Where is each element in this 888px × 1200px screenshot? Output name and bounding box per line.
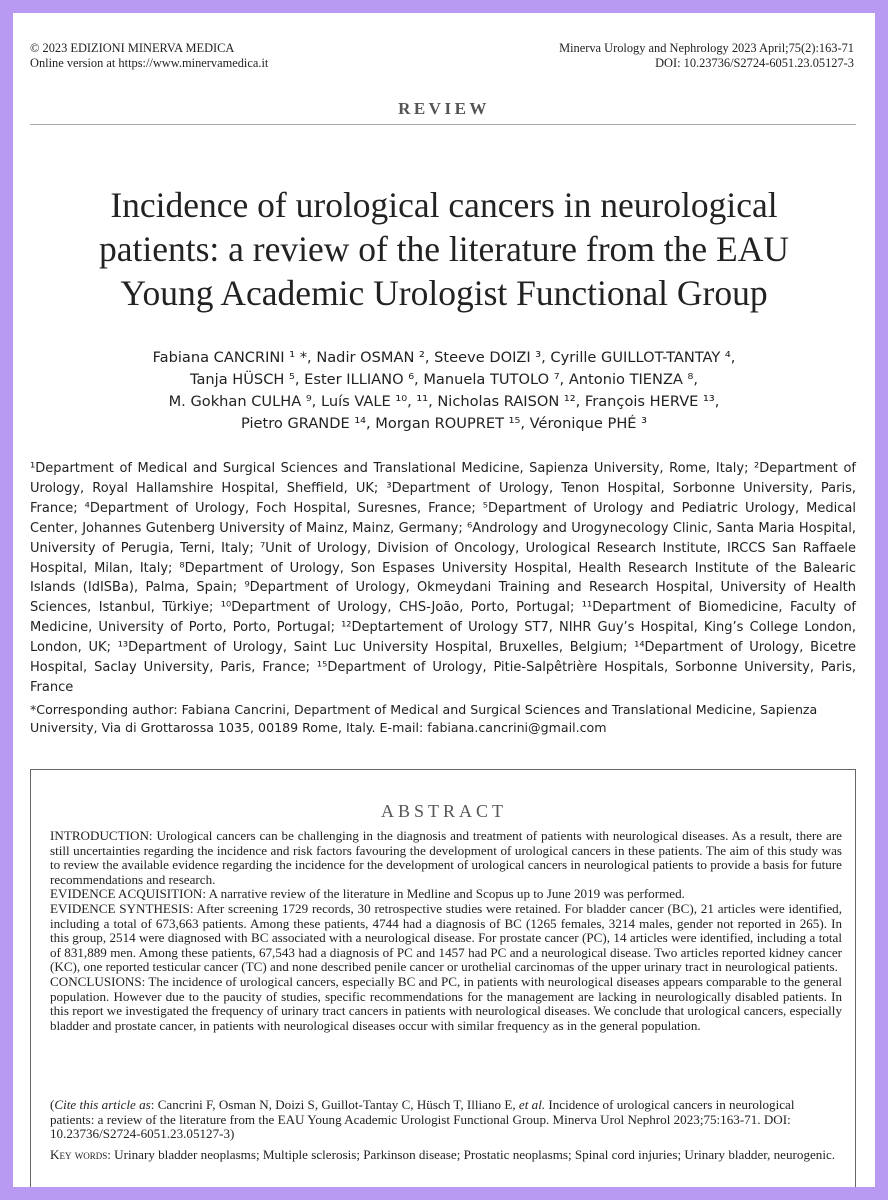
author-list <box>13 347 875 435</box>
citation <box>50 1098 842 1142</box>
abstract-introduction: INTRODUCTION: Urological cancers can be challenging in the diagnosis and treatment of patients with neurological diseases. As a result, there are still uncertainties regarding the incidence and risk factors favouring the development of urological cancers in these patients. The aim of this study was to review the available evidence regarding the incidence for the development of urological cancers in neurological patients to provide a basis for future recommendations and research. <box>50 828 842 887</box>
abstract-heading: ABSTRACT <box>380 801 508 821</box>
corresponding-author: *Corresponding author: Fabiana Cancrini, Department of Medical and Surgical Sciences and Translational Medicine, Sapienza University, Via di Grottarossa 1035, 00189 Rome, Italy. E-mail: fabiana.cancrini@gmail.com <box>30 702 818 735</box>
doi-line: DOI: 10.23736/S2724-6051.23.05127-3 <box>655 56 854 70</box>
author-line: Pietro GRANDE ¹⁴, Morgan ROUPRET ¹⁵, Véronique PHÉ ³ <box>240 415 648 432</box>
copyright-line: © 2023 EDIZIONI MINERVA MEDICA <box>30 41 235 55</box>
journal-citation: Minerva Urology and Nephrology 2023 April;75(2):163-71 <box>559 41 854 55</box>
section-label: REVIEW <box>398 99 490 118</box>
title-line: Incidence of urological cancers in neurological <box>110 185 778 225</box>
abstract-evidence-acquisition: EVIDENCE ACQUISITION: A narrative review of the literature in Medline and Scopus up to June 2019 was performed. <box>50 886 685 902</box>
article-title <box>13 183 875 315</box>
abstract-conclusions: CONCLUSIONS: The incidence of urological cancers, especially BC and PC, in patients with neurological diseases appears comparable to the general population. However due to the paucity of studies, specific recommendations for the management are lacking in neurologically disabled patients. In this report we investigated the frequency of urinary tract cancers in patients with neurological diseases. We conclude that urological cancers, especially bladder and prostate cancer, in patients with neurological diseases occur with similar frequency as in the general population. <box>50 973 842 1033</box>
online-version-line: Online version at https://www.minervamedica.it <box>30 56 269 70</box>
journal-header <box>559 41 854 71</box>
header-divider <box>30 124 856 125</box>
title-line: patients: a review of the literature from the EAU <box>98 229 789 269</box>
affiliations: ¹Department of Medical and Surgical Sciences and Translational Medicine, Sapienza University, Rome, Italy; ²Department of Urology, Royal Hallamshire Hospital, Sheffield, UK; ³Department of Urology, Tenon Hospital, Sorbonne University, Paris, France; ⁴Department of Urology, Foch Hospital, Suresnes, France; ⁵Department of Urology and Pediatric Urology, Medical Center, Johannes Gutenberg University of Mainz, Mainz, Germany; ⁶Andrology and Urogynecology Clinic, Santa Maria Hospital, University of Perugia, Terni, Italy; ⁷Unit of Urology, Division of Oncology, Urological Research Institute, IRCCS San Raffaele Hospital, Milan, Italy; ⁸Department of Urology, Son Espases University Hospital, Health Research Institute of the Balearic Islands (IdISBa), Palma, Spain; ⁹Department of Urology, Okmeydani Training and Research Hospital, University of Health Sciences, Istanbul, Türkiye; ¹⁰Department of Urology, CHS-João, Porto, Portugal; ¹¹Department of Biomedicine, Faculty of Medicine, University of Porto, Porto, Portugal; ¹²Deptartement of Urology ST7, NIHR Guy’s Hospital, King’s College London, London, UK; ¹³Department of Urology, Saint Luc University Hospital, Bruxelles, Belgium; ¹⁴Department of Urology, Bicetre Hospital, Saclay University, Paris, France; ¹⁵Department of Urology, Pitie-Salpêtrière Hospitals, Sorbonne University, Paris, France <box>30 461 856 695</box>
paper-page <box>13 13 875 1187</box>
author-line: Tanja HÜSCH ⁵, Ester ILLIANO ⁶, Manuela TUTOLO ⁷, Antonio TIENZA ⁸, <box>189 371 699 388</box>
author-line: Fabiana CANCRINI ¹ *, Nadir OSMAN ², Steeve DOIZI ³, Cyrille GUILLOT-TANTAY ⁴, <box>152 349 736 366</box>
keywords-text: : Urinary bladder neoplasms; Multiple sclerosis; Parkinson disease; Prostatic neoplasms; Spinal cord injuries; Urinary bladder, neurogenic. <box>107 1147 836 1162</box>
keywords-label: Key words <box>50 1147 108 1162</box>
citation-open: ( <box>50 1097 55 1112</box>
keywords <box>50 1148 842 1163</box>
citation-text: Cancrini F, Osman N, Doizi S, Guillot-Tantay C, Hüsch T, Illiano E, <box>157 1097 519 1112</box>
publisher-header <box>30 41 268 71</box>
title-line: Young Academic Urologist Functional Group <box>120 273 768 313</box>
citation-etal: et al. <box>518 1097 546 1112</box>
abstract-evidence-synthesis: EVIDENCE SYNTHESIS: After screening 1729 records, 30 retrospective studies were retained. For bladder cancer (BC), 21 articles were identified, including a total of 673,663 patients. Among these patients, 4744 had a diagnosis of BC (1265 females, 3214 males, gender not reported in 265). In this group, 2514 were diagnosed with BC associated with a neurological disease. For prostate cancer (PC), 14 articles were identified, including a total of 831,889 men. Among these patients, 67,543 had a diagnosis of PC and 1457 had PC and a neurological disease. Two articles reported kidney cancer (KC), one reported testicular cancer (TC) and none described penile cancer or urothelial carcinomas of the upper urinary tract in neurological patients. <box>50 900 842 975</box>
abstract-body <box>50 829 842 1033</box>
citation-colon: : <box>150 1097 158 1112</box>
author-line: M. Gokhan CULHA ⁹, Luís VALE ¹⁰, ¹¹, Nicholas RAISON ¹², François HERVE ¹³, <box>168 393 720 410</box>
citation-text-rest: Incidence of urological cancers in neurological patients: a review of the literature from the EAU Young Academic Urologist Functional Group. Minerva Urol Nephrol 2023;75:163-71. DOI: 10.23736/S2724-6051.23.05127-3) <box>50 1097 795 1142</box>
citation-label: Cite this article as <box>54 1097 151 1112</box>
